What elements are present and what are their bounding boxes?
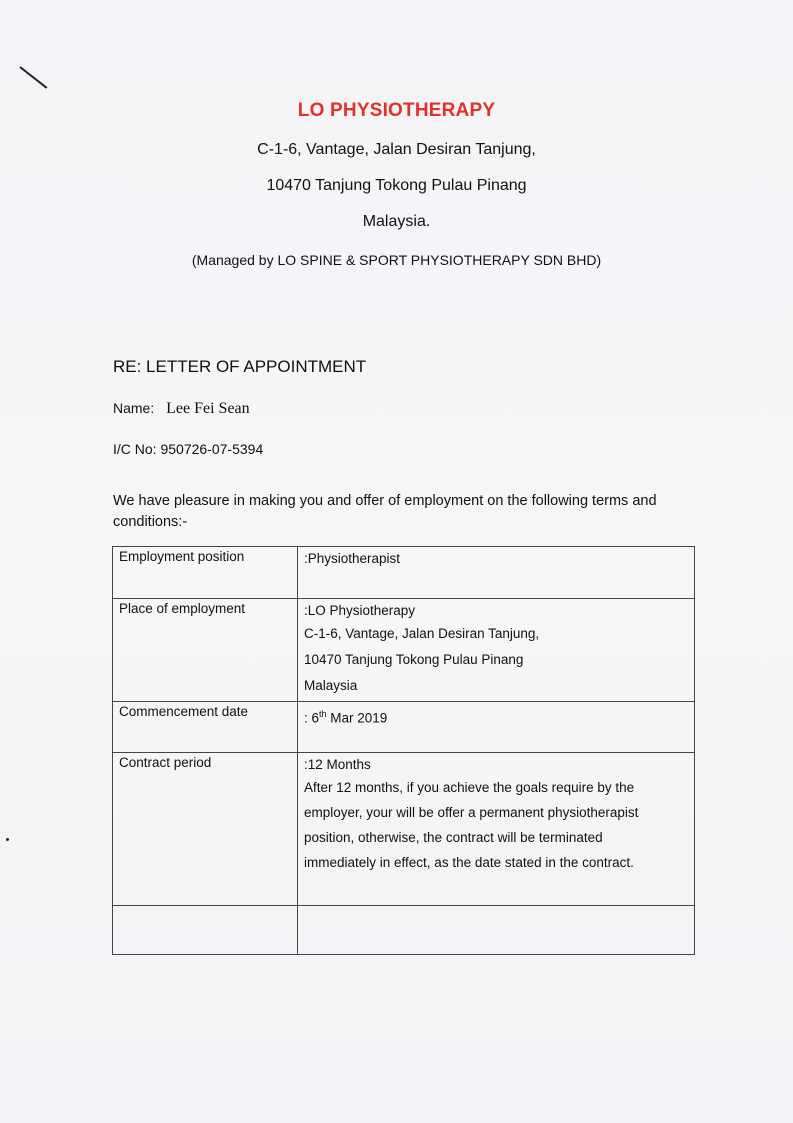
term-line: Malaysia (304, 678, 358, 693)
term-label: Contract period (113, 753, 298, 906)
address-line-3: Malaysia. (362, 213, 431, 230)
table-row (113, 547, 695, 599)
name-value: Lee Fei Sean (166, 400, 250, 417)
address-line-2: 10470 Tanjung Tokong Pulau Pinang (266, 177, 527, 194)
term-line: :Physiotherapist (304, 551, 401, 566)
term-value (298, 702, 695, 753)
ic-value: 950726-07-5394 (160, 441, 264, 457)
term-line: :12 Months (304, 757, 371, 772)
letterhead (0, 96, 793, 268)
company-name: LO PHYSIOTHERAPY (297, 100, 496, 121)
address-line-1: C-1-6, Vantage, Jalan Desiran Tanjung, (257, 141, 536, 158)
table-row (113, 906, 695, 955)
term-label: Place of employment (113, 599, 298, 702)
name-field (113, 400, 250, 418)
term-value (298, 906, 695, 955)
intro-paragraph: We have pleasure in making you and offer of employment on the following terms and conditions:- (113, 493, 657, 530)
ic-label: I/C No: (113, 441, 157, 457)
scan-stroke-mark (19, 66, 47, 89)
term-line: :LO Physiotherapy (304, 603, 416, 618)
table-row (113, 702, 695, 753)
term-value (298, 547, 695, 599)
commencement-date: : 6th Mar 2019 (304, 709, 388, 726)
term-value (298, 599, 695, 702)
scan-dot-mark (6, 838, 9, 841)
table-row (113, 599, 695, 702)
name-label: Name: (113, 400, 155, 416)
table-row (113, 753, 695, 906)
term-label: Commencement date (113, 702, 298, 753)
term-line: immediately in effect, as the date stated in the contract. (304, 855, 634, 870)
managed-by: (Managed by LO SPINE & SPORT PHYSIOTHERAPY SDN BHD) (191, 252, 602, 268)
ic-field (113, 441, 263, 457)
term-line: C-1-6, Vantage, Jalan Desiran Tanjung, (304, 626, 540, 641)
term-line: After 12 months, if you achieve the goals require by the (304, 780, 635, 795)
term-value (298, 753, 695, 906)
term-line: position, otherwise, the contract will be terminated (304, 830, 603, 845)
term-label (113, 906, 298, 955)
terms-table (112, 546, 695, 955)
term-line: employer, your will be offer a permanent physiotherapist (304, 805, 639, 820)
letter-subject: RE: LETTER OF APPOINTMENT (113, 357, 367, 376)
term-line: 10470 Tanjung Tokong Pulau Pinang (304, 652, 524, 667)
term-label: Employment position (113, 547, 298, 599)
